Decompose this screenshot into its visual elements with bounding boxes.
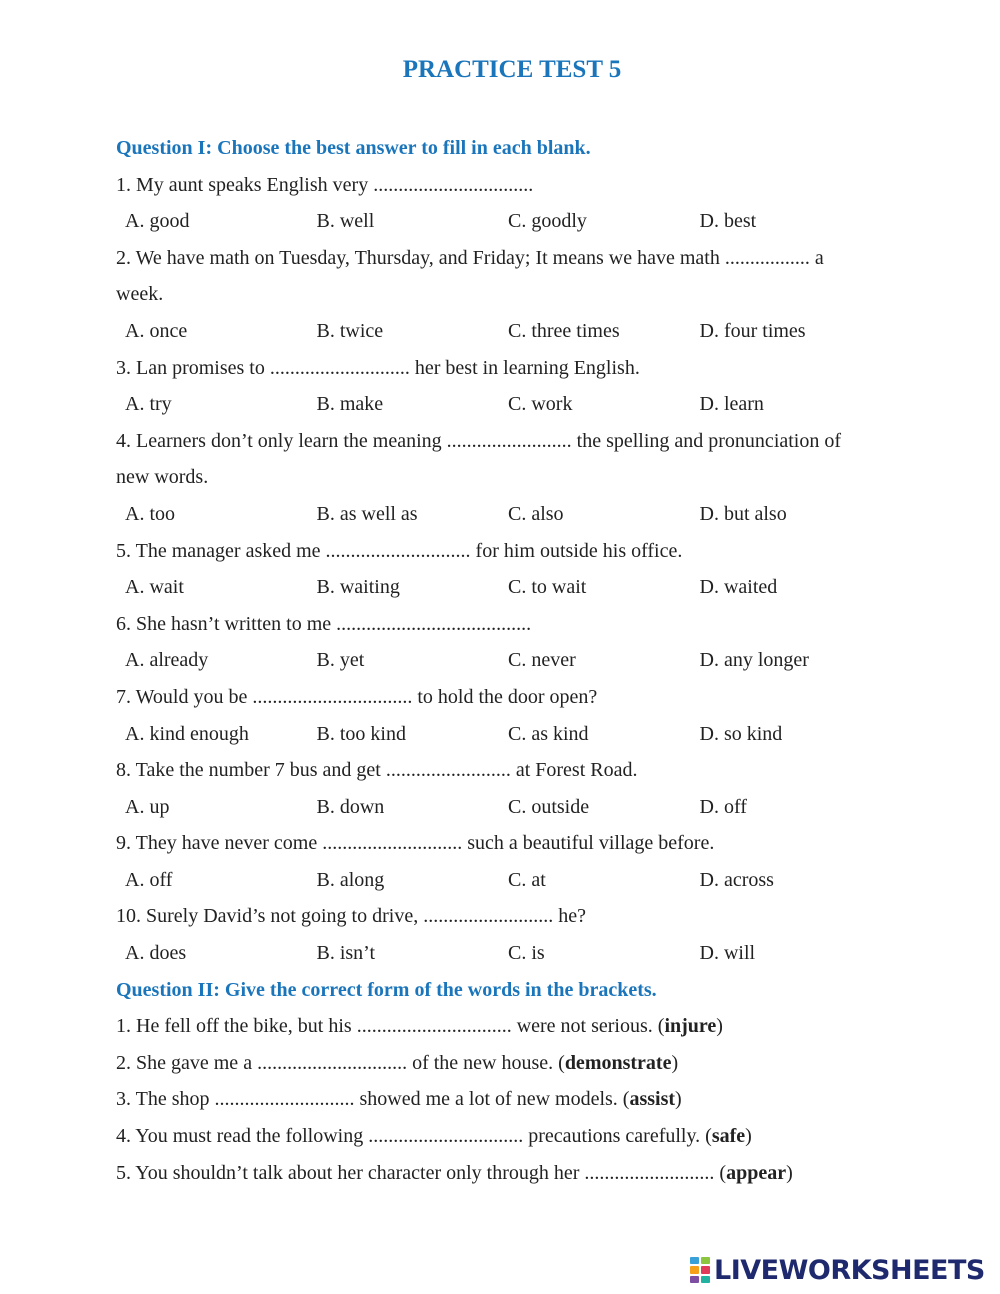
answer-option-d[interactable]: D. waited [699,576,778,599]
answer-option-d[interactable]: D. across [699,868,774,891]
answer-options [116,642,896,679]
question-4 [116,423,896,533]
question-8 [116,752,896,825]
question-text: 6. She hasn’t written to me ....................................... [116,612,532,635]
answer-option-b[interactable]: B. waiting [316,576,400,599]
question-5 [116,533,896,606]
answer-option-b[interactable]: B. yet [316,649,365,672]
answer-option-d[interactable]: D. off [699,795,747,818]
question-text: week. [116,283,164,306]
answer-option-a[interactable]: A. off [125,868,173,891]
closing-bracket: ) [671,1051,679,1074]
answer-option-d[interactable]: D. any longer [699,649,809,672]
answer-option-b[interactable]: B. make [316,393,384,416]
section-2-heading: Question II: Give the correct form of the words in the brackets. [116,978,657,1001]
liveworksheets-logo-icon [690,1257,710,1283]
question-10 [116,898,896,971]
answer-option-b[interactable]: B. along [316,868,385,891]
answer-option-c[interactable]: C. at [508,868,546,891]
answer-option-a[interactable]: A. wait [125,576,184,599]
answer-option-b[interactable]: B. well [316,210,375,233]
keyword: injure [664,1015,717,1038]
question-9 [116,825,896,898]
answer-options [116,386,896,423]
answer-option-a[interactable]: A. does [125,942,187,965]
answer-option-c[interactable]: C. never [508,649,576,672]
word-form-item [116,1118,896,1155]
answer-option-d[interactable]: D. but also [699,502,787,525]
item-text: 4. You must read the following ............................... precautions carefully. ( [116,1125,712,1148]
answer-option-b[interactable]: B. too kind [316,722,406,745]
liveworksheets-logo [690,1253,985,1287]
question-2 [116,240,896,350]
answer-options [116,496,896,533]
section-1-heading: Question I: Choose the best answer to fill in each blank. [116,137,591,159]
question-text: new words. [116,466,209,489]
answer-option-c[interactable]: C. as kind [508,722,589,745]
answer-option-a[interactable]: A. try [125,393,172,416]
keyword: assist [629,1088,676,1111]
question-text: 8. Take the number 7 bus and get ......................... at Forest Road. [116,759,638,782]
answer-options [116,313,896,350]
logo-square [690,1266,699,1273]
answer-option-c[interactable]: C. goodly [508,210,587,233]
keyword: demonstrate [564,1051,672,1074]
question-text: 5. The manager asked me ............................. for him outside his office. [116,539,683,562]
answer-option-d[interactable]: D. so kind [699,722,783,745]
item-text: 3. The shop ............................ showed me a lot of new models. ( [116,1088,630,1111]
word-form-item [116,1008,896,1045]
answer-option-b[interactable]: B. isn’t [316,942,376,965]
item-text: 5. You shouldn’t talk about her character only through her .......................... ( [116,1161,727,1184]
answer-option-d[interactable]: D. will [699,942,756,965]
answer-option-a[interactable]: A. kind enough [125,722,249,745]
keyword: appear [726,1161,787,1184]
question-7 [116,679,896,752]
answer-option-b[interactable]: B. twice [316,319,384,342]
answer-option-a[interactable]: A. too [125,502,175,525]
item-text: 2. She gave me a .............................. of the new house. ( [116,1051,565,1074]
worksheet-content [116,130,896,1191]
answer-option-c[interactable]: C. three times [508,319,620,342]
answer-option-b[interactable]: B. down [316,795,385,818]
logo-square [690,1257,699,1264]
answer-option-c[interactable]: C. also [508,502,564,525]
question-text: 7. Would you be ................................ to hold the door open? [116,685,598,708]
answer-option-b[interactable]: B. as well as [316,502,418,525]
section-2-items [116,1008,896,1191]
question-text: 3. Lan promises to ............................ her best in learning English. [116,356,640,379]
word-form-item [116,1155,896,1192]
answer-options [116,716,896,753]
answer-option-a[interactable]: A. up [125,795,170,818]
question-text: 9. They have never come ............................ such a beautiful village before. [116,832,715,855]
closing-bracket: ) [786,1161,793,1184]
question-6 [116,606,896,679]
answer-option-d[interactable]: D. four times [699,319,806,342]
answer-option-c[interactable]: C. is [508,942,545,965]
page-title: PRACTICE TEST 5 [402,56,622,83]
answer-options [116,935,896,972]
answer-options [116,203,896,240]
answer-option-a[interactable]: A. already [125,649,209,672]
answer-option-a[interactable]: A. good [125,210,190,233]
question-3 [116,350,896,423]
question-text: 1. My aunt speaks English very ................................ [116,173,534,196]
answer-option-a[interactable]: A. once [125,319,188,342]
section-1-questions [116,167,896,972]
answer-option-c[interactable]: C. work [508,393,573,416]
answer-options [116,569,896,606]
word-form-item [116,1081,896,1118]
answer-options [116,789,896,826]
logo-square [690,1276,699,1283]
question-text: 4. Learners don’t only learn the meaning ......................... the spelling and pronunciation of [116,429,842,452]
keyword: safe [711,1125,746,1148]
question-text: 2. We have math on Tuesday, Thursday, and Friday; It means we have math ................. a [116,246,824,269]
logo-text: LIVEWORKSHEETS [714,1254,985,1286]
answer-option-d[interactable]: D. best [699,210,757,233]
answer-option-c[interactable]: C. to wait [508,576,587,599]
answer-option-c[interactable]: C. outside [508,795,590,818]
answer-options [116,862,896,899]
item-text: 1. He fell off the bike, but his ............................... were not serious. ( [116,1015,665,1038]
logo-square [701,1276,710,1283]
question-text: 10. Surely David’s not going to drive, .......................... he? [116,905,586,928]
closing-bracket: ) [716,1015,723,1038]
logo-square [701,1257,710,1264]
question-1 [116,167,896,240]
closing-bracket: ) [745,1125,752,1148]
answer-option-d[interactable]: D. learn [699,393,764,416]
closing-bracket: ) [675,1088,682,1111]
logo-square [701,1266,710,1273]
word-form-item [116,1045,896,1082]
